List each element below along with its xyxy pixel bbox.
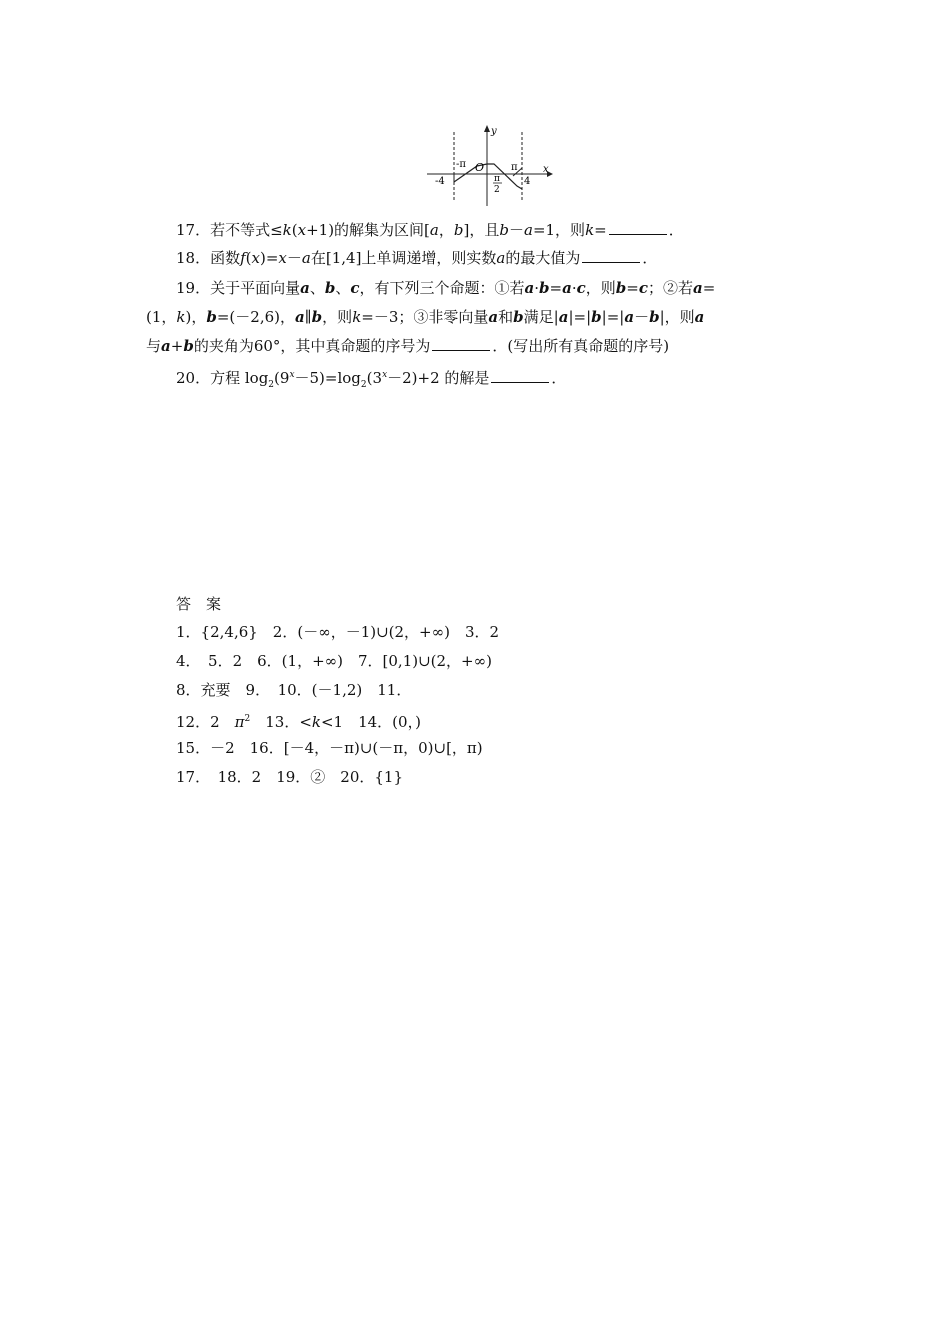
y-axis-arrow <box>484 125 490 132</box>
answer-blank <box>432 337 490 351</box>
half-pi-denominator: 2 <box>494 185 500 195</box>
neg-four-label: -4 <box>435 176 445 187</box>
answer-blank <box>609 221 667 235</box>
pi-label: π <box>511 162 518 173</box>
question-17: 17．若不等式≤k(x+1)的解集为区间[a，b]，且b－a=1，则k= ． <box>176 221 684 239</box>
answers-line-1: 1．{2,4,6} 2．(－∞，－1)∪(2，+∞) 3．2 <box>176 623 500 641</box>
question-18: 18．函数f(x)=x－a在[1,4]上单调递增，则实数a的最大值为 ． <box>176 249 658 267</box>
answers-line-3: 8．充要 9． 10．(－1,2) 11． <box>176 681 412 699</box>
question-19-line-2: (1，k)，b=(－2,6)，a∥b，则k=－3；③非零向量a和b满足|a|=|b|=|a－b|，则a <box>146 308 705 326</box>
question-19-line-1: 19．关于平面向量a、b、c，有下列三个命题：①若a·b=a·c，则b=c；②若a= <box>176 279 716 297</box>
four-label: 4 <box>524 176 531 187</box>
origin-label: O <box>475 161 485 174</box>
answers-title: 答 案 <box>176 595 222 613</box>
answer-blank <box>491 369 549 383</box>
answers-line-2: 4． 5．2 6．(1，+∞) 7．[0,1)∪(2，+∞) <box>176 652 492 670</box>
answers-line-5: 15．－2 16．[－4，－π)∪(－π，0)∪[，π) <box>176 739 483 757</box>
question-20: 20．方程 $\log_2(9^x-5)=\log_2(3^x-2)+2$ 的解是 ． <box>176 369 567 390</box>
function-graph-figure <box>425 122 561 206</box>
y-axis-label: y <box>491 126 497 137</box>
answers-line-4: 12．2 $\pi^2$ 13．<k<1 14．(0，) <box>176 713 421 731</box>
question-19-line-3: 与a+b的夹角为60°，其中真命题的序号为 ．(写出所有真命题的序号) <box>146 337 670 355</box>
answers-line-6: 17． 18．2 19．② 20．{1} <box>176 768 404 786</box>
x-axis-label: x <box>543 164 549 175</box>
neg-pi-label: -π <box>456 159 466 170</box>
half-pi-numerator: π <box>494 174 500 184</box>
answer-blank <box>582 249 640 263</box>
